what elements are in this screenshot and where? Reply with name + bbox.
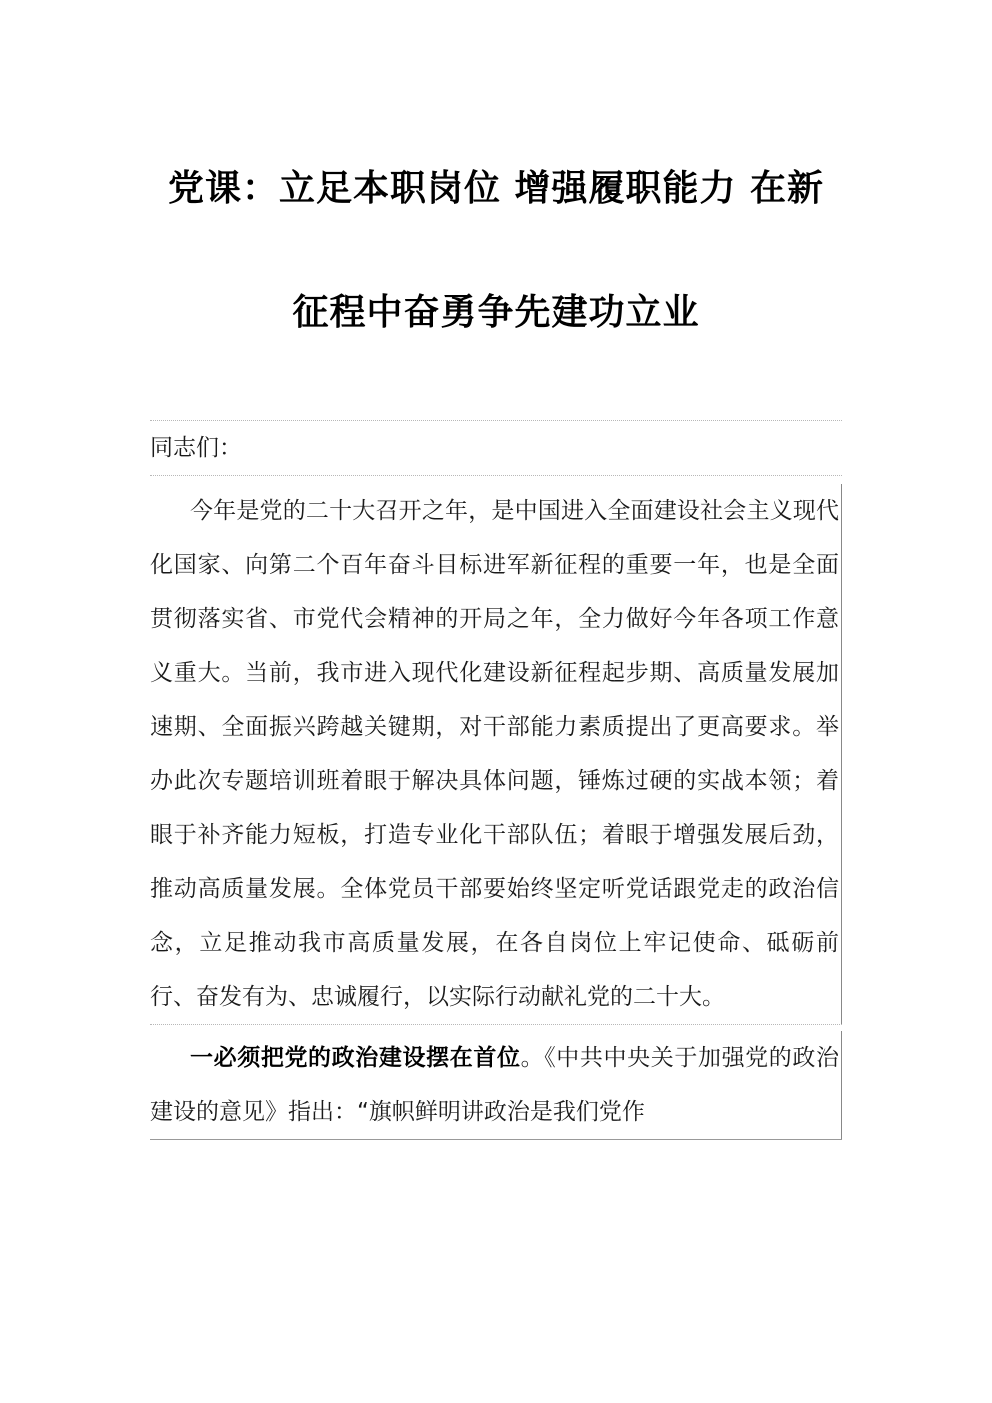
- bottom-divider: [150, 1139, 842, 1140]
- section-heading-punctuation: 。: [520, 1045, 545, 1071]
- salutation: 同志们：: [150, 435, 242, 461]
- document-body: [150, 420, 842, 1140]
- paragraph-divider: [150, 1024, 842, 1025]
- section-body-text: 《中共中央关于加强党的政治建设的意见》指出：“旗帜鲜明讲政治是我们党作: [150, 1045, 840, 1125]
- document-title-line-2: 征程中奋勇争先建功立业: [292, 291, 700, 333]
- paragraph-intro: 今年是党的二十大召开之年，是中国进入全面建设社会主义现代化国家、向第二个百年奋斗目标进军新征程的重要一年，也是全面贯彻落实省、市党代会精神的开局之年，全力做好今年各项工作意义重大。当前，我市进入现代化建设新征程起步期、高质量发展加速期、全面振兴跨越关键期，对干部能力素质提出了更高要求。举办此次专题培训班着眼于解决具体问题，锤炼过硬的实战本领；着眼于补齐能力短板，打造专业化干部队伍；着眼于增强发展后劲，推动高质量发展。全体党员干部要始终坚定听党话跟党走的政治信念，立足推动我市高质量发展，在各自岗位上牢记使命、砥砺前行、奋发有为、忠诚履行，以实际行动献礼党的二十大。: [150, 484, 842, 1024]
- section-heading: 一必须把党的政治建设摆在首位: [190, 1045, 521, 1071]
- salutation-divider: [150, 475, 842, 476]
- paragraph-section-one: [150, 1031, 842, 1139]
- document-title-line-1: 党课：立足本职岗位 增强履职能力 在新: [167, 167, 825, 209]
